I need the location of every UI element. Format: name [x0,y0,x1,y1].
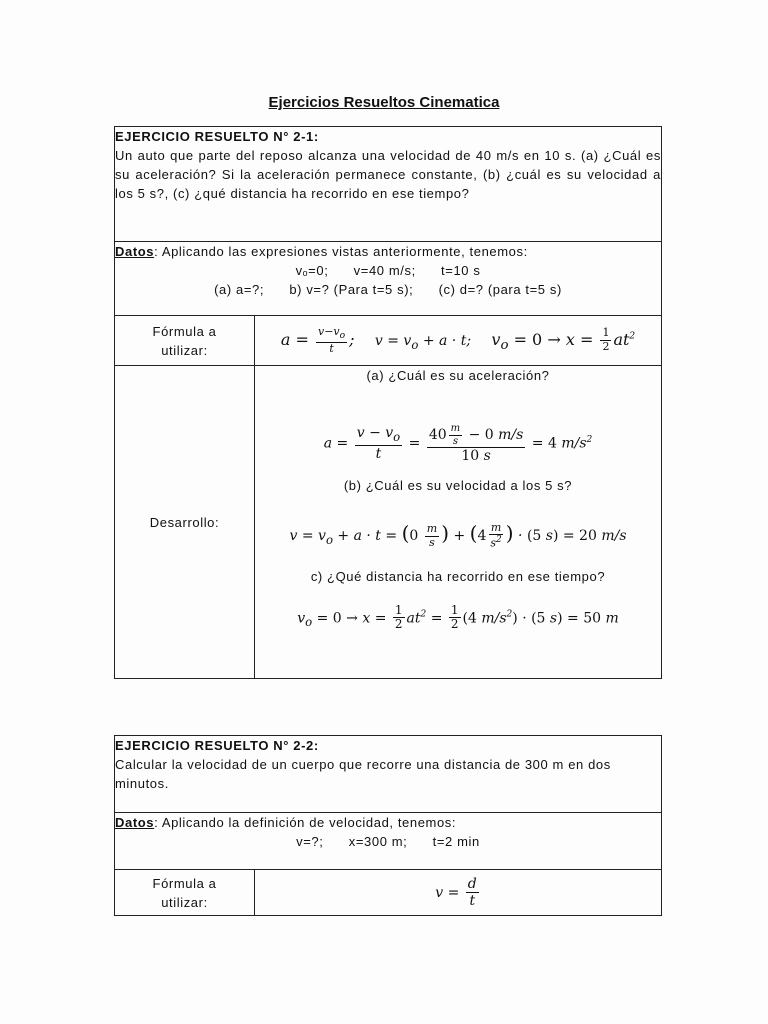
datos-label: Datos [115,244,155,259]
formula-cell-2 [255,870,662,916]
formula-cell [255,316,662,366]
desarrollo-cell [255,366,662,679]
datos-label-2: Datos [115,815,155,830]
equation-c: $v_o = 0 \to x$ = $\frac{1}{2}$ $at^2$ = $\frac{1}{2}$ (4 $m/s^2) \cdot (5$ s) = 50 m [297,602,619,632]
datos-line-1: vₒ=0; v=40 m/s; t=10 s [295,263,481,278]
exercise-2-1-table [114,126,662,679]
exercise-2-2-label: EJERCICIO RESUELTO N° 2-2: [115,738,319,753]
equation-a: a = $\frac{v - v_o}{t}$ = 40 $\frac{m}{s}$ − 0 m/s 10 s = 4 $m/s^2$ [323,423,593,464]
formula-label: Fórmula a utilizar: [115,316,255,366]
exercise-2-1-header [115,127,662,242]
exercise-2-2-statement: Calcular la velocidad de un cuerpo que recorre una distancia de 300 m en dos minutos. [115,757,611,791]
exercise-2-1-statement: Un auto que parte del reposo alcanza una velocidad de 40 m/s en 10 s. (a) ¿Cuál es su aceleración? Si la aceleración permanece constante, (b) ¿cuál es su velocidad a los 5 s?, (c) ¿qué distancia ha recorrido en ese tiempo? [115,148,661,201]
datos-text: : Aplicando las expresiones vistas anteriormente, tenemos: [154,244,528,259]
formula-expression: a = $\frac{v-v_o}{t}$ ; $v = v_o + a \cdot t$; $v_o = 0 \to x$ = $\frac{1}{2}$ $at^2$ [280,324,636,355]
exercise-2-1-datos [115,242,662,316]
exercise-2-1-label: EJERCICIO RESUELTO N° 2-1: [115,129,319,144]
question-b: (b) ¿Cuál es su velocidad a los 5 s? [343,478,573,494]
datos-2-line-1: v=?; x=300 m; t=2 min [296,834,480,849]
datos-text-2: : Aplicando la definición de velocidad, tenemos: [154,815,457,830]
equation-b: $v = v_o + a \cdot t = (0$ $\frac{m}{s}$ ) + (4 $\frac{m}{s^2}$ ) · (5 s) = 20 m/s [289,520,627,550]
page-title: Ejercicios Resueltos Cinematica [268,94,500,111]
exercise-2-2-datos [115,813,662,870]
formula-expression-2: v = $\frac{d}{t}$ [435,875,477,909]
desarrollo-label: Desarrollo: [115,366,255,679]
exercise-2-2-header [115,736,662,813]
formula-label-2: Fórmula a utilizar: [115,870,255,916]
datos-line-2: (a) a=?; b) v=? (Para t=5 s); (c) d=? (para t=5 s) [214,282,562,297]
exercise-2-2-table [114,735,662,916]
question-c: c) ¿Qué distancia ha recorrido en ese tiempo? [310,568,606,584]
question-a: (a) ¿Cuál es su aceleración? [366,368,550,383]
